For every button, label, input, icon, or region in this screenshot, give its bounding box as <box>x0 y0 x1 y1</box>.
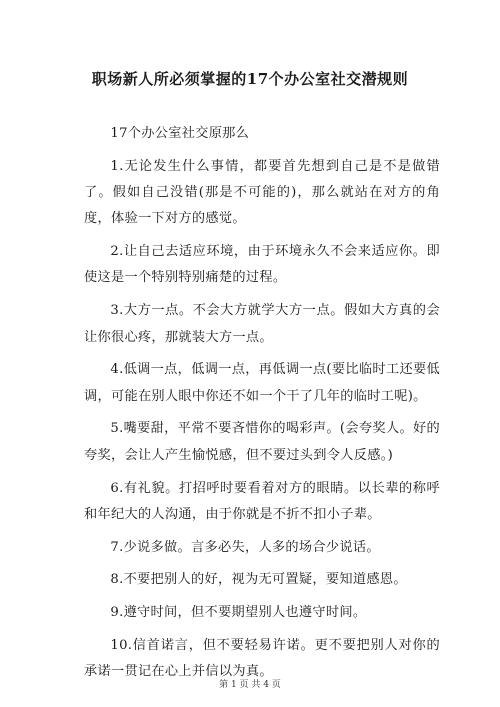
paragraph-rule-6: 6.有礼貌。打招呼时要看着对方的眼睛。以长辈的称呼和年纪大的人沟通，由于你就是不折不扣小子辈。 <box>84 480 440 522</box>
paragraph-rule-9: 9.遵守时间，但不要期望别人也遵守时间。 <box>110 605 367 621</box>
page-footer: 第 1 页 共 4 页 <box>219 680 281 690</box>
paragraph-rule-10: 10.信首诺言，但不要轻易许诺。更不要把别人对你的承诺一贯记在心上并信以为真。 <box>84 638 440 680</box>
paragraph-intro: 17个办公室社交原那么 <box>110 126 250 141</box>
document-title: 职场新人所必须掌握的17个办公室社交潜规则 <box>91 70 409 88</box>
paragraph-rule-2: 2.让自己去适应环境，由于环境永久不会来适应你。即使这是一个特别特别痛楚的过程。 <box>84 244 440 286</box>
document-body <box>84 121 440 692</box>
paragraph-rule-3: 3.大方一点。不会大方就学大方一点。假如大方真的会让你很心疼，那就装大方一点。 <box>84 303 440 345</box>
paragraph-rule-5: 5.嘴要甜，平常不要吝惜你的喝彩声。(会夸奖人。好的夸奖，会让人产生愉悦感，但不要过头到令人反感。) <box>84 421 440 463</box>
paragraph-rule-7: 7.少说多做。言多必失，人多的场合少说话。 <box>110 539 380 555</box>
paragraph-rule-1: 1.无论发生什么事情，都要首先想到自己是不是做错了。假如自己没错(那是不可能的)，那么就站在对方的角度，体验一下对方的感觉。 <box>84 158 440 227</box>
paragraph-rule-8: 8.不要把别人的好，视为无可置疑，要知道感恩。 <box>110 572 407 588</box>
paragraph-rule-4: 4.低调一点，低调一点，再低调一点(要比临时工还要低调，可能在别人眼中你还不如一个干了几年的临时工呢)。 <box>84 362 440 404</box>
